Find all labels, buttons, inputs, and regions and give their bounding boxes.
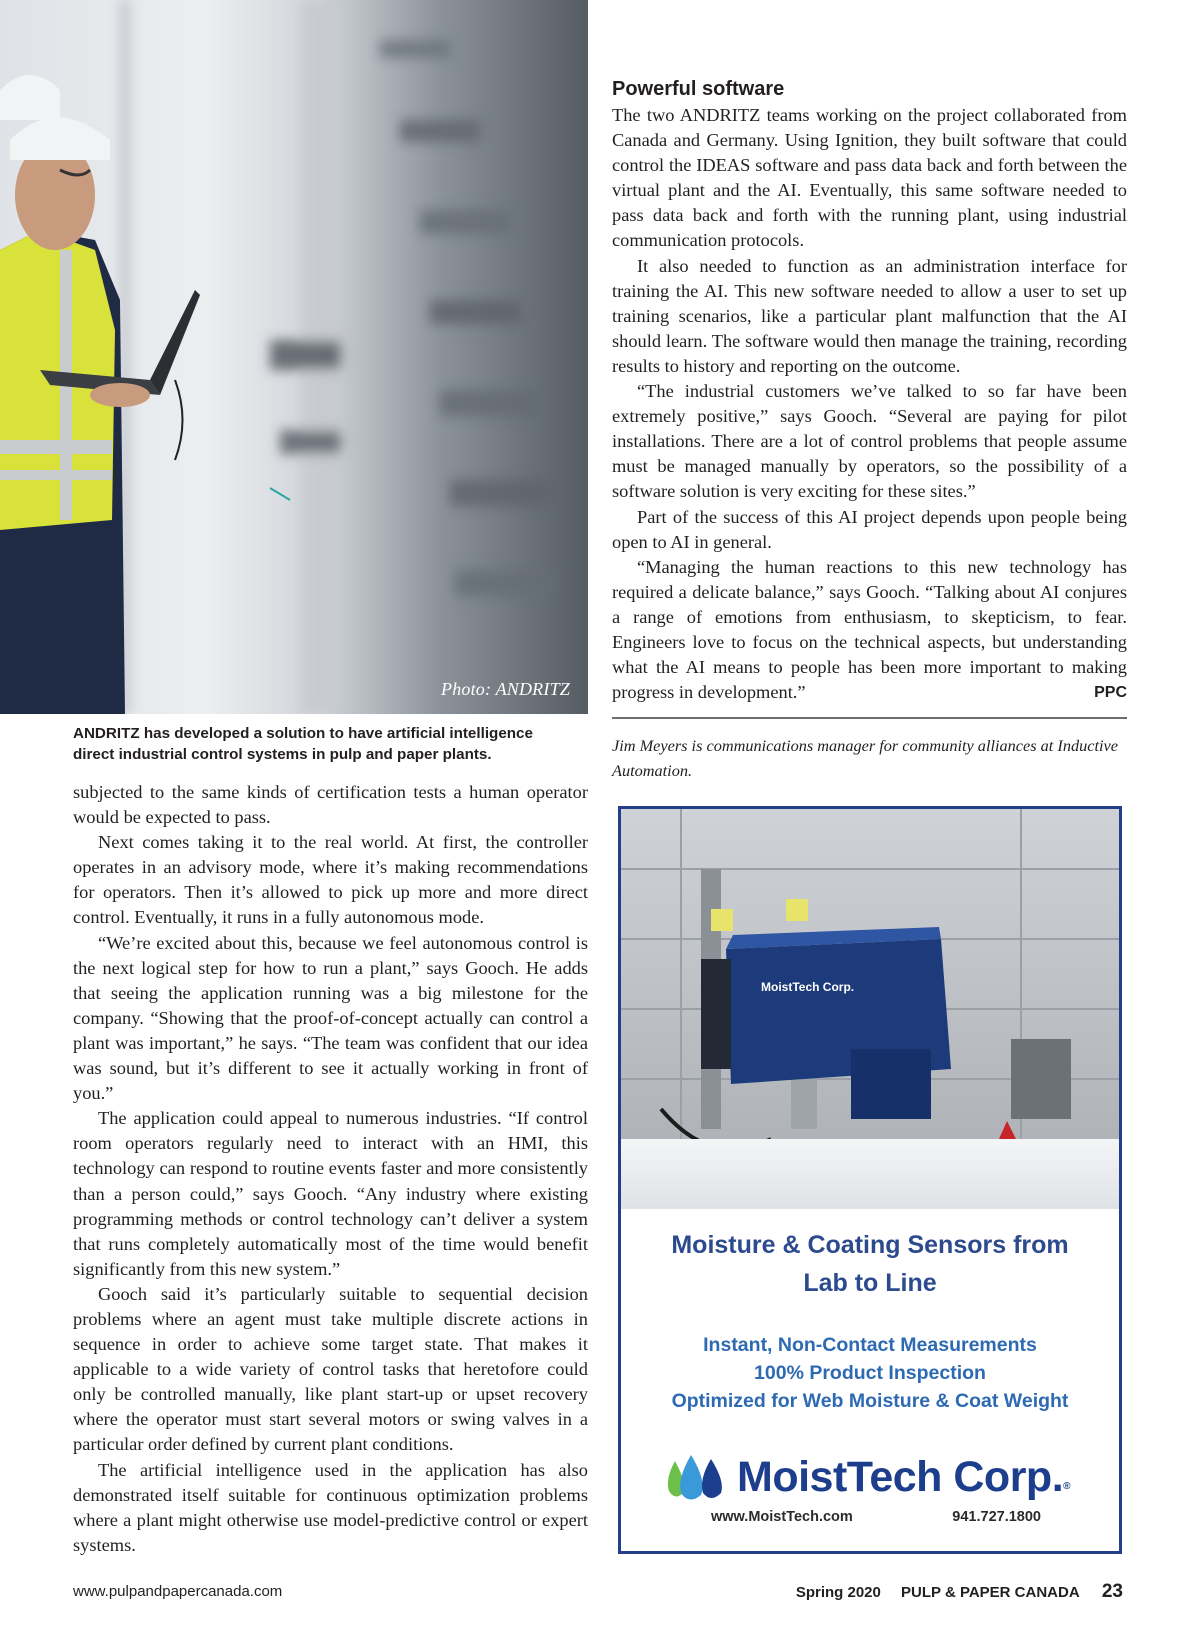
left-paragraph: The artificial intelligence used in the application has also demonstrated itself suitable for continuous optimization problems where a plant might otherwise use model-predictive control or expert systems. [73,1459,588,1555]
workers-with-laptop-illustration [0,0,588,714]
left-column [73,780,588,1558]
device-label: MoistTech Corp. [761,980,855,994]
divider-rule [612,717,1127,719]
end-mark: PPC [1094,684,1127,702]
left-paragraph: Gooch said it’s particularly suitable to sequential decision problems where an agent must take multiple discrete actions in sequence in order to achieve some target state. That makes it applicable to a wide variety of control tasks that heretofore could only be controlled manually, like plant start-up or upset recovery where the operator must start several motors or swing valves in a particular order defined by current plant conditions. [73,1283,588,1455]
ad-brand [737,1449,1070,1505]
article-photo [0,0,588,714]
ad-feature: 100% Product Inspection [754,1362,986,1384]
ad-brand-name: MoistTech Corp. [737,1453,1064,1501]
right-paragraph: “The industrial customers we’ve talked to so far have been extremely positive,” says Gooch. “Several are paying for pilot installations. There are a lot of control problems that people assume must be managed manually by operators, so the possibility of a software solution is very exciting for these sites.” [612,381,1127,502]
right-column [612,76,1127,705]
moisttech-advertisement[interactable] [618,806,1122,1554]
right-paragraph: The two ANDRITZ teams working on the project collaborated from Canada and Germany. Using Ignition, they built software that could control the IDEAS software and pass data back and forth between the virtual plant and the AI. Eventually, this same software needed to pass data back and forth with the running plant, using industrial communication protocols. [612,105,1127,251]
left-paragraph: Next comes taking it to the real world. At first, the controller operates in an advisory mode, where it’s making recommendations for operators. Then it’s allowed to pick up more and more direct control. Eventually, it runs in a fully autonomous mode. [73,832,588,928]
author-bio: Jim Meyers is communications manager for community alliances at Inductive Automation. [612,736,1118,780]
ad-feature: Instant, Non-Contact Measurements [703,1334,1037,1356]
water-drops-logo-icon [661,1449,731,1505]
section-heading: Powerful software [612,78,785,100]
final-paragraph-text: “Managing the human reactions to this new technology has required a delicate balance,” says Gooch. “Talking about AI conjures a range of emotions from enthusiasm, to skepticism, to fear. Engineers love to focus on the technical aspects, but understanding what the AI means to people has been more important to making progress in development.” [612,556,1127,703]
ad-feature: Optimized for Web Moisture & Coat Weight [671,1390,1069,1412]
ad-headline-line: Lab to Line [803,1269,937,1297]
ad-website-link[interactable]: www.MoistTech.com [711,1509,853,1525]
ad-headline [621,1226,1119,1302]
ad-phone: 941.727.1800 [952,1509,1041,1525]
photo-credit: Photo: ANDRITZ [441,679,570,699]
left-paragraph: subjected to the same kinds of certification tests a human operator would be expected to pass. [73,782,588,828]
left-paragraph: “We’re excited about this, because we feel autonomous control is the next logical step for how to run a plant,” says Gooch. He adds that seeing the application running was a big milestone for the company. “Showing that the proof-of-concept actually can control a plant was important,” he says. “The team was confident that our idea was sound, but it’s different to see it actually working in front of you.” [73,932,588,1104]
ad-features [621,1331,1119,1415]
sensor-device-illustration [621,809,1119,1209]
footer-website-link[interactable]: www.pulpandpapercanada.com [73,1583,283,1600]
left-paragraph: The application could appeal to numerous industries. “If control room operators regularly need to interact with an HMI, this technology can respond to routine events faster and more consistently than a person could,” says Gooch. “Any industry where existing programming methods or control technology can’t deliver a system that runs completely automatically most of the time would benefit significantly from this new system.” [73,1108,588,1279]
footer-issue-info [796,1581,1123,1603]
ad-headline-line: Moisture & Coating Sensors from [671,1231,1069,1259]
registered-mark: ® [1063,1481,1071,1492]
moisttech-logo [661,1449,1081,1505]
right-paragraph-final [612,555,1127,706]
footer-issue: Spring 2020 [795,1584,881,1601]
ad-contact [711,1509,1041,1525]
footer-magazine: PULP & PAPER CANADA [901,1584,1080,1601]
right-paragraph: Part of the success of this AI project depends upon people being open to AI in general. [612,506,1127,552]
page-number: 23 [1101,1581,1123,1602]
ad-photo [621,809,1119,1209]
right-paragraph: It also needed to function as an administration interface for training the AI. This new software needed to allow a user to set up training scenarios, like a particular plant malfunction that the AI should learn. The software would then manage the training, recording results to history and reporting on the outcome. [612,255,1127,376]
photo-caption: ANDRITZ has developed a solution to have artificial intelligence direct industrial control systems in pulp and paper plants. [73,725,533,763]
page-footer [73,1581,1123,1605]
